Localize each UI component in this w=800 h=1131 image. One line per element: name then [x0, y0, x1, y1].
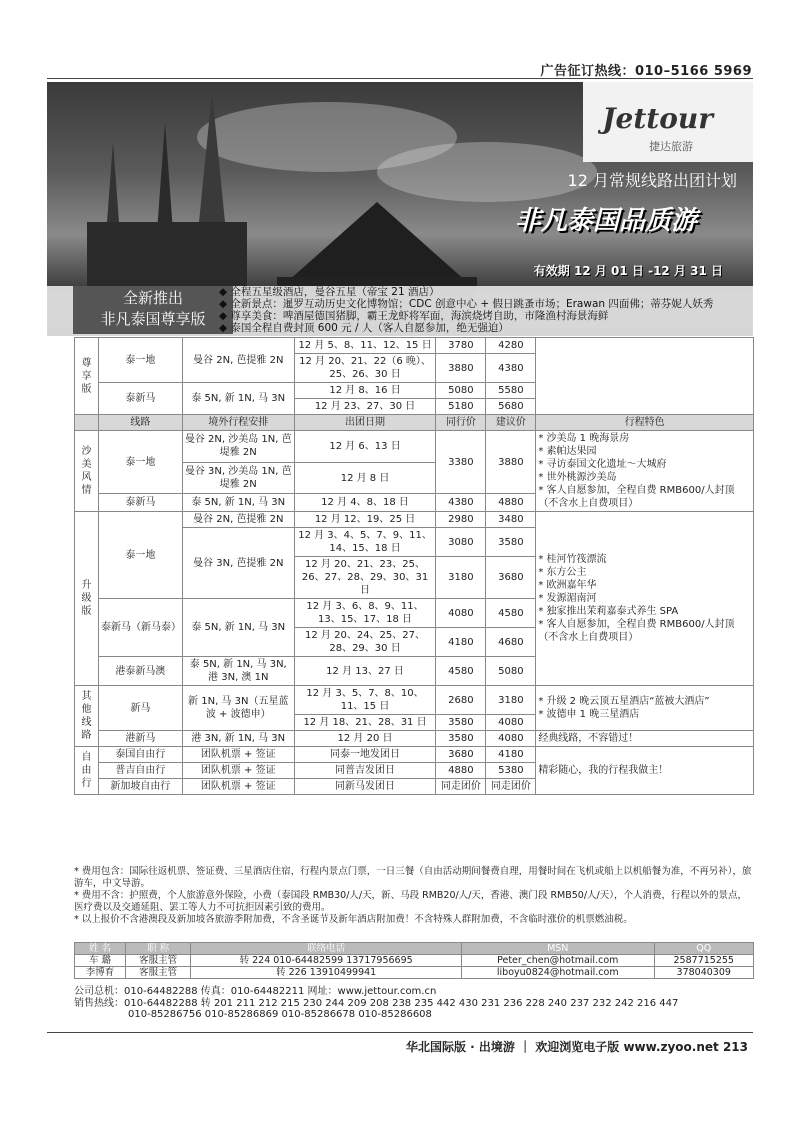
peer-price: 3580 [436, 731, 486, 747]
plan-cell: 新 1N, 马 3N（五星蓝波 + 波德申） [182, 686, 294, 731]
plan-cell: 曼谷 2N, 芭提雅 2N [182, 338, 294, 383]
peer-price: 4080 [436, 599, 486, 628]
suggested-price: 4380 [486, 354, 536, 383]
contact-msn: liboyu0824@hotmail.com [461, 967, 654, 979]
date-cell: 12 月 8 日 [294, 462, 436, 494]
column-header: 行程特色 [536, 415, 754, 431]
plan-cell: 泰 5N, 新 1N, 马 3N [182, 494, 294, 512]
table-header-row [75, 415, 754, 431]
plan-cell: 曼谷 2N, 芭提雅 2N [182, 512, 294, 528]
date-cell: 12 月 23、27、30 日 [294, 399, 436, 415]
contact-title: 客服主管 [125, 955, 190, 967]
route-cell: 泰一地 [98, 512, 182, 599]
route-cell: 泰新马（新马泰） [98, 599, 182, 657]
plan-cell: 曼谷 3N, 芭提雅 2N [182, 528, 294, 599]
section-label: 自由行 [75, 747, 99, 795]
plan-cell: 团队机票 + 签证 [182, 779, 294, 795]
date-cell: 12 月 13、27 日 [294, 657, 436, 686]
date-cell: 12 月 6、13 日 [294, 431, 436, 463]
column-header: 境外行程安排 [182, 415, 294, 431]
plan-cell: 泰 5N, 新 1N, 马 3N [182, 383, 294, 415]
column-header: 建议价 [486, 415, 536, 431]
page-footer: 华北国际版 · 出境游 ｜ 欢迎浏览电子版 www.zyoo.net 213 [406, 1040, 748, 1054]
peer-price: 2980 [436, 512, 486, 528]
peer-price: 5180 [436, 399, 486, 415]
feature-cell: * 桂河竹筏漂流 * 东方公主 * 欧洲嘉年华 * 发源湄南河 * 独家推出茉莉嘉泰式养生 SPA * 客人自愿参加，全程自费 RMB600/人封顶（不含水上自费项目） [536, 512, 754, 686]
table-row [75, 512, 754, 528]
bottom-rule [47, 1032, 753, 1033]
contact-phone: 转 226 13910499941 [191, 967, 462, 979]
new-launch-line1: 全新推出 [122, 289, 183, 307]
suggested-price: 同走团价 [486, 779, 536, 795]
tour-schedule-table [74, 337, 754, 795]
feature-cell: * 升级 2 晚云顶五星酒店“蓝被大酒店” * 波德申 1 晚三星酒店 [536, 686, 754, 731]
note-line: * 费用不含：护照费，个人旅游意外保险，小费（泰国段 RMB30/人/天，新、马段 RMB20/人/天，香港、澳门段 RMB50/人/天），个人消费，行程以外的景点，医疗费以及交通延阻、罢工等人力不可抗拒因素引致的费用。 [74, 890, 747, 913]
date-cell: 12 月 8、16 日 [294, 383, 436, 399]
section-label: 升级版 [75, 512, 99, 686]
suggested-price: 4180 [486, 747, 536, 763]
peer-price: 3880 [436, 354, 486, 383]
suggested-price: 5080 [486, 657, 536, 686]
suggested-price: 3580 [486, 528, 536, 557]
contact-title: 客服主管 [125, 967, 190, 979]
date-cell: 12 月 20、24、25、27、28、29、30 日 [294, 628, 436, 657]
peer-price: 4880 [436, 763, 486, 779]
date-cell: 同泰一地发团日 [294, 747, 436, 763]
route-cell: 泰一地 [98, 431, 182, 494]
column-header: 出团日期 [294, 415, 436, 431]
feature-cell: * 沙美岛 1 晚海景房 * 素帕达果园 * 寻访泰国文化遗址～大城府 * 世外桃源沙美岛 * 客人自愿参加，全程自费 RMB600/人封顶（不含水上自费项目） [536, 431, 754, 512]
contact-row [75, 967, 754, 979]
route-cell: 新马 [98, 686, 182, 731]
peer-price: 同走团价 [436, 779, 486, 795]
column-header: QQ [654, 943, 754, 955]
date-cell: 12 月 3、6、8、9、11、13、15、17、18 日 [294, 599, 436, 628]
note-line: * 费用包含：国际往返机票、签证费、三星酒店住宿，行程内景点门票，一日三餐（自由活动期间餐费自理，用餐时间在飞机或船上以机船餐为准，不再另补），旅游车，中文导游。 [74, 866, 752, 889]
suggested-price: 3880 [486, 431, 536, 494]
route-cell: 普吉自由行 [98, 763, 182, 779]
suggested-price: 3180 [486, 686, 536, 715]
plan-cell: 泰 5N, 新 1N, 马 3N, 港 3N, 澳 1N [182, 657, 294, 686]
date-cell: 12 月 3、5、7、8、10、11、15 日 [294, 686, 436, 715]
feature-cell: 精彩随心，我的行程我做主！ [536, 747, 754, 795]
plan-cell: 曼谷 2N, 沙美岛 1N, 芭堤雅 2N [182, 431, 294, 463]
column-header: 线路 [98, 415, 182, 431]
peer-price: 2680 [436, 686, 486, 715]
contact-header-row [75, 943, 754, 955]
date-cell: 同普吉发团日 [294, 763, 436, 779]
suggested-price: 3480 [486, 512, 536, 528]
feature-cell [536, 338, 754, 415]
date-cell: 同新马发团日 [294, 779, 436, 795]
new-launch-line2: 非凡泰国尊享版 [100, 310, 206, 328]
plan-cell: 港 3N, 新 1N, 马 3N [182, 731, 294, 747]
company-line: 销售热线：010-64482288 转 201 211 212 215 230 244 209 208 238 235 442 430 231 236 228 240 237 232 242 216 447 [74, 997, 679, 1009]
section-label: 其他线路 [75, 686, 99, 747]
feature-list [219, 286, 713, 334]
route-cell: 泰国自由行 [98, 747, 182, 763]
table-row [75, 686, 754, 715]
suggested-price: 5380 [486, 763, 536, 779]
new-launch-box [73, 286, 233, 334]
plan-cell: 团队机票 + 签证 [182, 763, 294, 779]
peer-price: 3080 [436, 528, 486, 557]
contact-qq: 2587715255 [654, 955, 754, 967]
ad-hotline: 广告征订热线：010–5166 5969 [540, 64, 752, 79]
peer-price: 4380 [436, 494, 486, 512]
route-cell: 港新马 [98, 731, 182, 747]
main-slogan: 非凡泰国品质游 [514, 206, 697, 236]
company-line: 010-85286756 010-85286869 010-85286678 010-85286608 [128, 1009, 432, 1020]
column-header: 职 称 [125, 943, 190, 955]
banner [47, 82, 753, 336]
peer-price: 3180 [436, 557, 486, 599]
peer-price: 3780 [436, 338, 486, 354]
table-row [75, 747, 754, 763]
contact-phone: 转 224 010-64482599 13717956695 [191, 955, 462, 967]
plan-cell: 团队机票 + 签证 [182, 747, 294, 763]
peer-price: 5080 [436, 383, 486, 399]
contact-qq: 378040309 [654, 967, 754, 979]
table-row [75, 338, 754, 354]
peer-price: 4180 [436, 628, 486, 657]
suggested-price: 5680 [486, 399, 536, 415]
route-cell: 泰新马 [98, 383, 182, 415]
feature-item: ◆ 全新景点：暹罗互动历史文化博物馆；CDC 创意中心 + 假日跳蚤市场；Erawan 四面佛；蒂芬妮人妖秀 [219, 298, 713, 310]
column-header: 联络电话 [191, 943, 462, 955]
date-cell: 12 月 12、19、25 日 [294, 512, 436, 528]
logo-subtitle: 捷达旅游 [649, 140, 693, 153]
validity-period: 有效期 12 月 01 日 -12 月 31 日 [533, 264, 723, 278]
date-cell: 12 月 20 日 [294, 731, 436, 747]
jettour-logo: Jettour [602, 102, 713, 135]
suggested-price: 5580 [486, 383, 536, 399]
peer-price: 3680 [436, 747, 486, 763]
suggested-price: 4280 [486, 338, 536, 354]
feature-item: ◆ 泰国全程自费封顶 600 元 / 人（客人自愿参加，绝无强迫） [219, 322, 713, 334]
route-cell: 新加坡自由行 [98, 779, 182, 795]
suggested-price: 4680 [486, 628, 536, 657]
feature-item: ◆ 尊享美食：啤酒屋德国猪脚，霸王龙虾将军面，海滨烧烤自助，市隆渔村海景海鲜 [219, 310, 713, 322]
suggested-price: 4880 [486, 494, 536, 512]
contact-msn: Peter_chen@hotmail.com [461, 955, 654, 967]
feature-cell: 经典线路，不容错过！ [536, 731, 754, 747]
peer-price: 4580 [436, 657, 486, 686]
fee-notes [74, 866, 754, 926]
company-line: 公司总机：010-64482288 传真：010-64482211 网址：www.jettour.com.cn [74, 986, 437, 997]
date-cell: 12 月 20、21、23、25、26、27、28、29、30、31 日 [294, 557, 436, 599]
route-cell: 泰新马 [98, 494, 182, 512]
date-cell: 12 月 18、21、28、31 日 [294, 715, 436, 731]
contact-name: 车 璐 [75, 955, 126, 967]
table-row [75, 731, 754, 747]
suggested-price: 3680 [486, 557, 536, 599]
section-label: 尊享版 [75, 338, 99, 415]
top-rule [47, 78, 753, 79]
date-cell: 12 月 5、8、11、12、15 日 [294, 338, 436, 354]
column-header: 同行价 [436, 415, 486, 431]
plan-cell: 曼谷 3N, 沙美岛 1N, 芭堤雅 2N [182, 462, 294, 494]
contact-name: 李博育 [75, 967, 126, 979]
company-info [74, 986, 678, 1021]
plan-title: 12 月常规线路出团计划 [567, 171, 737, 190]
section-label: 沙美风情 [75, 431, 99, 512]
contact-row [75, 955, 754, 967]
route-cell: 泰一地 [98, 338, 182, 383]
date-cell: 12 月 4、8、18 日 [294, 494, 436, 512]
table-row [75, 431, 754, 463]
contact-table [74, 942, 754, 979]
suggested-price: 4080 [486, 731, 536, 747]
suggested-price: 4080 [486, 715, 536, 731]
column-header: 姓 名 [75, 943, 126, 955]
date-cell: 12 月 20、21、22（6 晚）、25、26、30 日 [294, 354, 436, 383]
peer-price: 3380 [436, 431, 486, 494]
peer-price: 3580 [436, 715, 486, 731]
plan-cell: 泰 5N, 新 1N, 马 3N [182, 599, 294, 657]
column-header: MSN [461, 943, 654, 955]
feature-item: ◆ 全程五星级酒店，曼谷五星（帝宝 21 酒店） [219, 286, 713, 298]
note-line: * 以上报价不含港澳段及新加坡各旅游季附加费，不含圣诞节及新年酒店附加费！不含特殊人群附加费，不含临时涨价的机票燃油税。 [74, 914, 633, 925]
date-cell: 12 月 3、4、5、7、9、11、14、15、18 日 [294, 528, 436, 557]
route-cell: 港泰新马澳 [98, 657, 182, 686]
suggested-price: 4580 [486, 599, 536, 628]
